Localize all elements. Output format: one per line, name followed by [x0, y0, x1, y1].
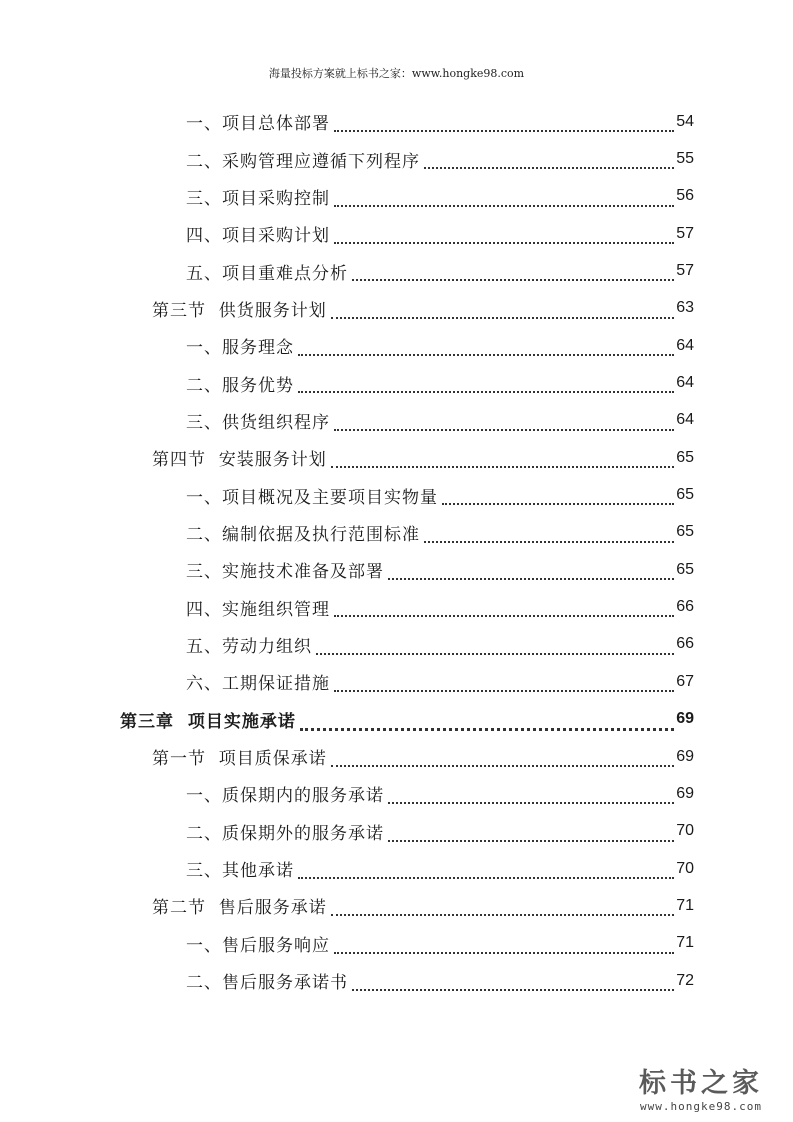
- toc-entry-page-number: 66: [676, 635, 694, 653]
- toc-entry-title: 二、采购管理应遵循下列程序: [186, 151, 420, 172]
- toc-entry-title: 四、实施组织管理: [186, 599, 330, 620]
- toc-entry-page-number: 71: [676, 896, 694, 914]
- toc-entry-title: 一、售后服务响应: [186, 935, 330, 956]
- toc-entry[interactable]: [0, 775, 793, 812]
- brand-logo: [621, 1068, 781, 1114]
- toc-entry[interactable]: [0, 887, 793, 924]
- dot-leader: [352, 973, 674, 991]
- toc-entry-title: 三、实施技术准备及部署: [186, 562, 384, 583]
- toc-entry[interactable]: [0, 364, 793, 401]
- toc-entry-title: 四、项目采购计划: [186, 226, 330, 247]
- toc-entry[interactable]: [0, 925, 793, 962]
- toc-entry-page-number: 70: [676, 859, 694, 877]
- toc-entry-title: 三、供货组织程序: [186, 412, 330, 433]
- toc-entry-title: 一、项目总体部署: [186, 114, 330, 135]
- toc-entry[interactable]: [0, 626, 793, 663]
- toc-entry[interactable]: [0, 514, 793, 551]
- toc-entry-title: 三、其他承诺: [186, 861, 294, 882]
- toc-entry-page-number: 57: [676, 224, 694, 242]
- toc-entry-title: 第二节 售后服务承诺: [152, 898, 327, 919]
- logo-text: 标书之家: [639, 1068, 763, 1099]
- toc-entry[interactable]: [0, 476, 793, 513]
- toc-entry[interactable]: [0, 663, 793, 700]
- toc-entry-title: 二、服务优势: [186, 375, 294, 396]
- toc-entry[interactable]: [0, 962, 793, 999]
- toc-entry-title: 六、工期保证措施: [186, 674, 330, 695]
- toc-entry[interactable]: [0, 103, 793, 140]
- toc-entry-page-number: 65: [676, 486, 694, 504]
- toc-entry-title: 第四节 安装服务计划: [152, 450, 327, 471]
- table-of-contents: [0, 103, 793, 999]
- toc-entry-title: 三、项目采购控制: [186, 188, 330, 209]
- dot-leader: [334, 413, 674, 431]
- logo-url: www.hongke98.com: [640, 1100, 762, 1113]
- dot-leader: [334, 936, 674, 954]
- toc-entry-page-number: 69: [676, 710, 694, 728]
- dot-leader: [300, 712, 674, 731]
- toc-entry-page-number: 63: [676, 299, 694, 317]
- dot-leader: [388, 786, 674, 804]
- toc-entry-page-number: 66: [676, 598, 694, 616]
- toc-entry-page-number: 64: [676, 374, 694, 392]
- dot-leader: [424, 151, 674, 169]
- dot-leader: [298, 375, 674, 393]
- toc-entry-title: 二、编制依据及执行范围标准: [186, 524, 420, 545]
- toc-entry-title: 一、服务理念: [186, 338, 294, 359]
- dot-leader: [331, 450, 674, 468]
- toc-entry-page-number: 55: [676, 150, 694, 168]
- toc-entry-title: 第三节 供货服务计划: [152, 300, 327, 321]
- toc-entry[interactable]: [0, 738, 793, 775]
- toc-entry-page-number: 65: [676, 448, 694, 466]
- toc-entry-page-number: 64: [676, 411, 694, 429]
- dot-leader: [334, 599, 674, 617]
- toc-entry-title: 二、售后服务承诺书: [186, 973, 348, 994]
- dot-leader: [388, 562, 674, 580]
- toc-entry-page-number: 70: [676, 822, 694, 840]
- dot-leader: [334, 226, 674, 244]
- dot-leader: [316, 637, 674, 655]
- dot-leader: [334, 674, 674, 692]
- dot-leader: [331, 898, 674, 916]
- toc-entry[interactable]: [0, 850, 793, 887]
- toc-entry[interactable]: [0, 701, 793, 738]
- toc-entry[interactable]: [0, 215, 793, 252]
- toc-entry-title: 五、项目重难点分析: [186, 263, 348, 284]
- toc-entry-page-number: 57: [676, 262, 694, 280]
- toc-entry[interactable]: [0, 813, 793, 850]
- dot-leader: [334, 189, 674, 207]
- toc-entry-page-number: 64: [676, 336, 694, 354]
- toc-entry[interactable]: [0, 588, 793, 625]
- toc-entry-page-number: 54: [676, 112, 694, 130]
- toc-entry[interactable]: [0, 327, 793, 364]
- toc-entry-page-number: 71: [676, 934, 694, 952]
- toc-entry-title: 第一节 项目质保承诺: [152, 749, 327, 770]
- dot-leader: [331, 749, 674, 767]
- toc-entry-title: 一、项目概况及主要项目实物量: [186, 487, 438, 508]
- toc-entry-page-number: 67: [676, 672, 694, 690]
- toc-entry[interactable]: [0, 252, 793, 289]
- toc-entry-page-number: 69: [676, 784, 694, 802]
- toc-entry[interactable]: [0, 551, 793, 588]
- dot-leader: [424, 525, 674, 543]
- dot-leader: [298, 861, 674, 879]
- toc-entry[interactable]: [0, 178, 793, 215]
- dot-leader: [334, 114, 674, 132]
- page-header: 海量投标方案就上标书之家：www.hongke98.com: [268, 67, 525, 80]
- toc-entry[interactable]: [0, 290, 793, 327]
- toc-entry-page-number: 56: [676, 187, 694, 205]
- dot-leader: [298, 338, 674, 356]
- toc-entry-title: 五、劳动力组织: [186, 636, 312, 657]
- toc-entry-title: 二、质保期外的服务承诺: [186, 823, 384, 844]
- toc-entry-page-number: 69: [676, 747, 694, 765]
- dot-leader: [442, 487, 674, 505]
- toc-entry[interactable]: [0, 140, 793, 177]
- toc-entry[interactable]: [0, 402, 793, 439]
- toc-entry-title: 一、质保期内的服务承诺: [186, 786, 384, 807]
- toc-entry-page-number: 72: [676, 971, 694, 989]
- dot-leader: [388, 824, 674, 842]
- toc-entry-page-number: 65: [676, 560, 694, 578]
- dot-leader: [352, 263, 674, 281]
- dot-leader: [331, 301, 674, 319]
- toc-entry[interactable]: [0, 439, 793, 476]
- toc-entry-title: 第三章 项目实施承诺: [120, 711, 296, 732]
- toc-entry-page-number: 65: [676, 523, 694, 541]
